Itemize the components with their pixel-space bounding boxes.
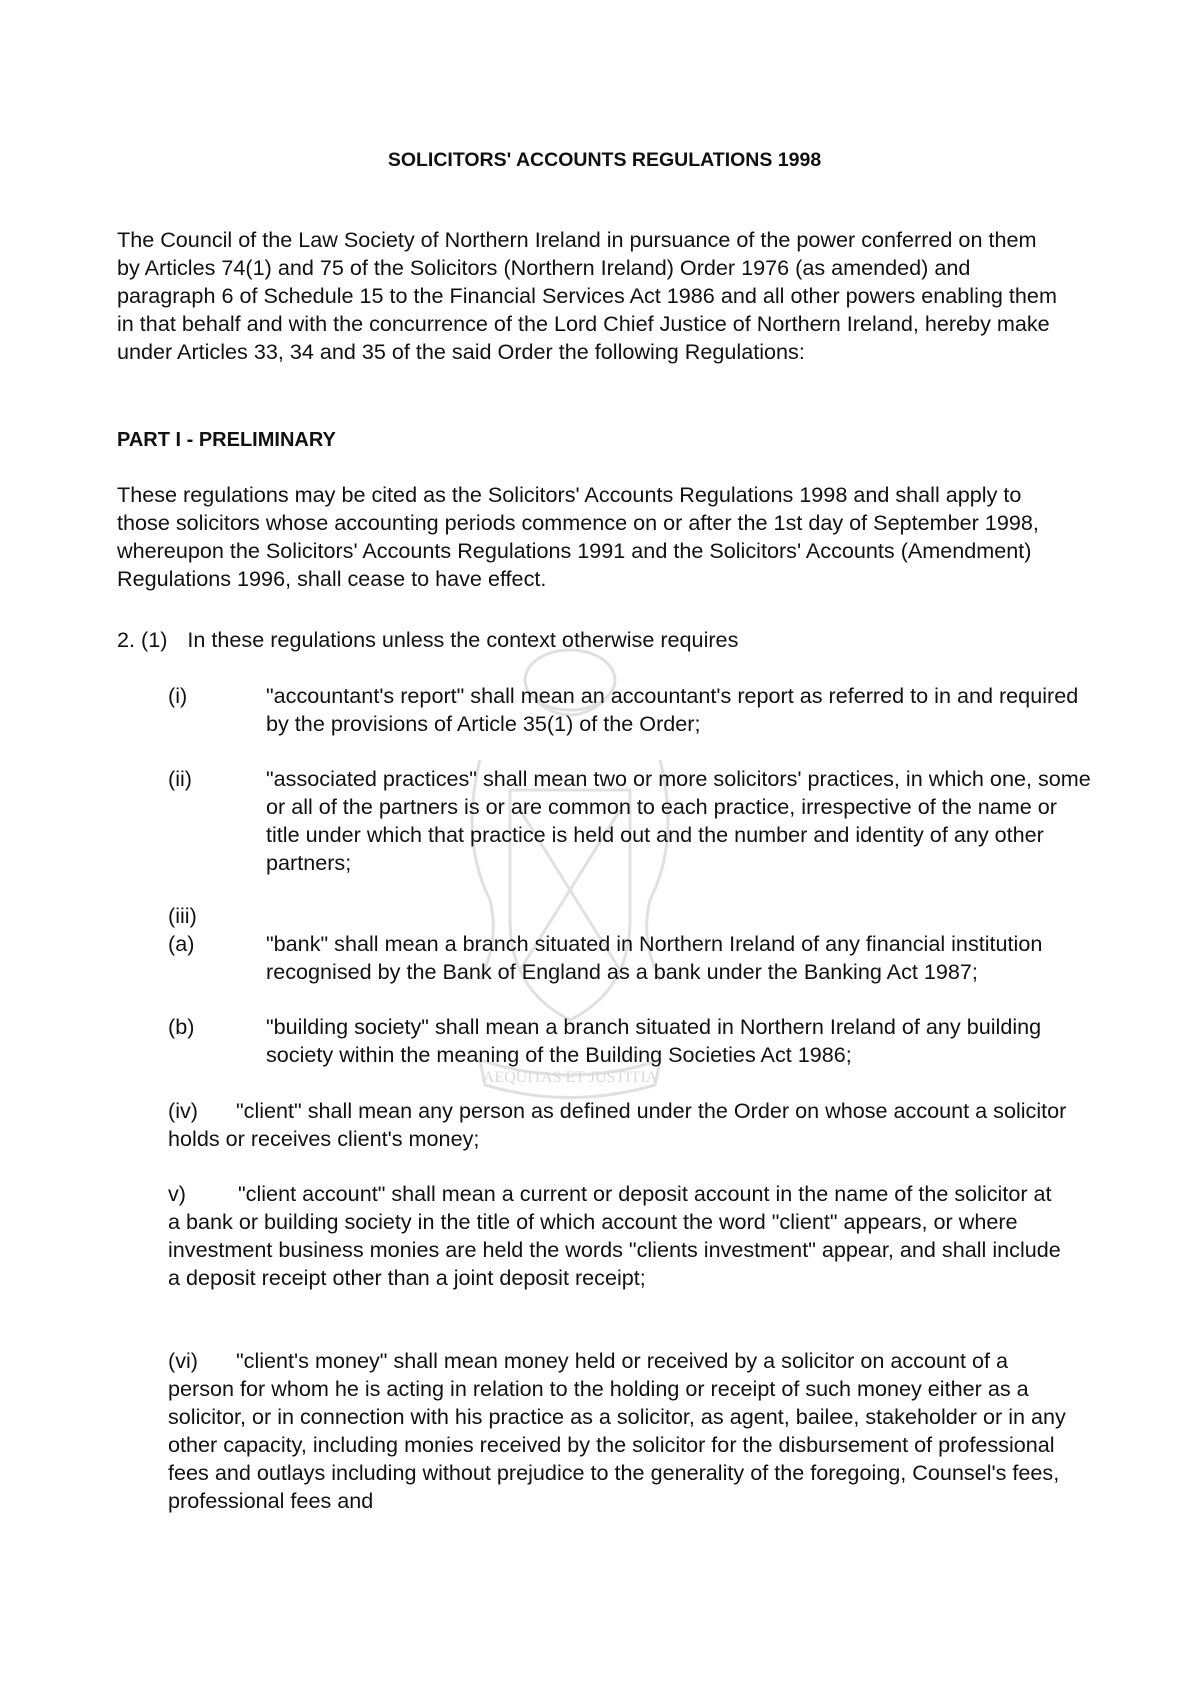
definition-number: (ii) xyxy=(168,766,192,791)
document-title: SOLICITORS' ACCOUNTS REGULATIONS 1998 xyxy=(387,149,822,171)
inline-definition-item xyxy=(168,1180,1068,1292)
definition-text: "client" shall mean any person as defined under the Order on whose account a solicitor holds or receives client's money; xyxy=(168,1098,1067,1151)
definition-text: "associated practices" shall mean two or more solicitors' practices, in which one, some or all of the partners is or are common to each practice, irrespective of the name or title under which that practice is held out and the number and identity of any other partners; xyxy=(266,766,1091,875)
inline-definition-item xyxy=(168,1097,1068,1153)
definition-number: v) xyxy=(168,1181,186,1206)
paragraph-2-line xyxy=(117,626,1062,654)
paragraph-2-text: In these regulations unless the context otherwise requires xyxy=(187,627,739,652)
svg-text:AEQUITAS ET JUSTITIA: AEQUITAS ET JUSTITIA xyxy=(482,1069,658,1086)
definition-number: (iv) xyxy=(168,1098,198,1123)
part-heading: PART I - PRELIMINARY xyxy=(117,429,336,451)
definition-text: "accountant's report" shall mean an accountant's report as referred to in and required by the provisions of Article 35(1) of the Order; xyxy=(266,683,1079,736)
definition-text: "client account" shall mean a current or deposit account in the name of the solicitor at a bank or building society in the title of which account the word "client" appears, or where investment business monies are held the words "clients investment" appear, and shall include a deposit receipt other than a joint deposit receipt; xyxy=(168,1181,1061,1290)
paragraph-2-number: 2. (1) xyxy=(117,627,168,652)
definition-number: (i) xyxy=(168,683,188,708)
definition-text: "bank" shall mean a branch situated in Northern Ireland of any financial institution recognised by the Bank of England as a bank under the Banking Act 1987; xyxy=(266,931,1043,984)
definition-number: (vi) xyxy=(168,1348,198,1373)
definition-text: "client's money" shall mean money held or received by a solicitor on account of a person for whom he is acting in relation to the holding or receipt of such money either as a solicitor, or in connection with his practice as a solicitor, as agent, bailee, stakeholder or in any other capacity, including monies received by the solicitor for the disbursement of professional fees and outlays including without prejudice to the generality of the foregoing, Counsel's fees, professional fees and xyxy=(168,1348,1066,1513)
inline-definition-item xyxy=(168,1347,1068,1515)
intro-paragraph: The Council of the Law Society of Northern Ireland in pursuance of the power conferred on them by Articles 74(1) and 75 of the Solicitors (Northern Ireland) Order 1976 (as amended) and paragraph 6 of Schedule 15 to the Financial Services Act 1986 and all other powers enabling them in that behalf and with the concurrence of the Lord Chief Justice of Northern Ireland, hereby make under Articles 33, 34 and 35 of the said Order the following Regulations: xyxy=(117,227,1057,364)
paragraph-1: These regulations may be cited as the Solicitors' Accounts Regulations 1998 and shall apply to those solicitors whose accounting periods commence on or after the 1st day of September 1998, whereupon the Solicitors' Accounts Regulations 1991 and the Solicitors' Accounts (Amendment) Regulations 1996, shall cease to have effect. xyxy=(117,482,1039,591)
definition-text: "building society" shall mean a branch situated in Northern Ireland of any building society within the meaning of the Building Societies Act 1986; xyxy=(266,1014,1042,1067)
definition-number: (b) xyxy=(168,1014,195,1039)
definition-number: (a) xyxy=(168,931,195,956)
definition-number: (iii) xyxy=(168,903,197,928)
